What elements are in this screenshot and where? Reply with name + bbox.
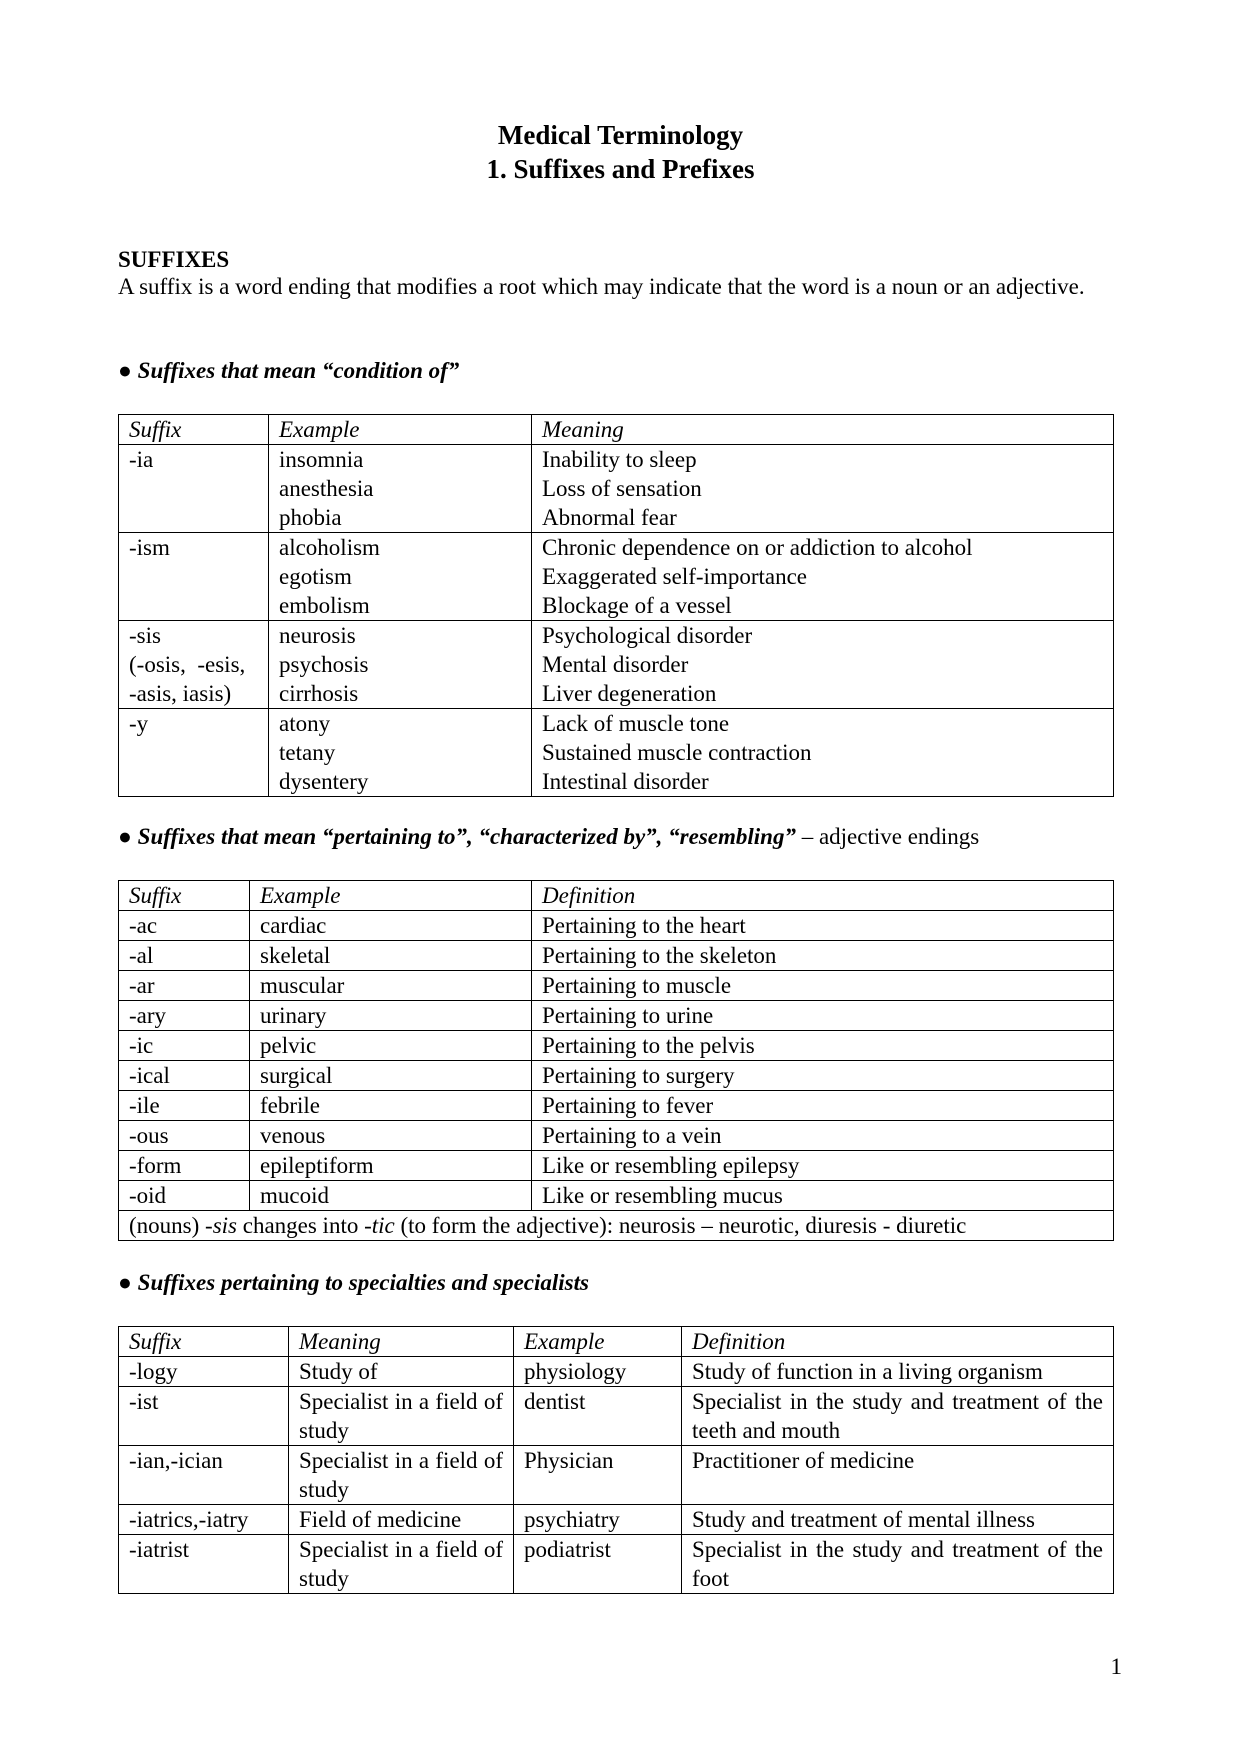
- suffix-cell: -ic: [119, 1031, 250, 1061]
- table-row: [119, 971, 1114, 1001]
- column-header: Example: [514, 1327, 682, 1357]
- table-note-row: [119, 1211, 1114, 1241]
- subheading-text: Suffixes pertaining to specialties and specialists: [137, 1270, 589, 1295]
- cell-line: Liver degeneration: [542, 681, 717, 706]
- bullet-icon: ●: [118, 824, 132, 849]
- table-row: [119, 941, 1114, 971]
- table-row: [119, 1505, 1114, 1535]
- cell-line: psychosis: [279, 652, 369, 677]
- cell-line: cirrhosis: [279, 681, 359, 706]
- cell-line: Chronic dependence on or addiction to alcohol: [542, 535, 973, 560]
- table-row: [119, 1121, 1114, 1151]
- table-row: [119, 1001, 1114, 1031]
- definition-cell: Practitioner of medicine: [682, 1446, 1114, 1505]
- suffix-cell: -ical: [119, 1061, 250, 1091]
- meaning-cell: [532, 709, 1114, 797]
- column-header: Definition: [682, 1327, 1114, 1357]
- note-term: -tic: [364, 1213, 395, 1238]
- suffix-cell: -ac: [119, 911, 250, 941]
- definition-cell: Pertaining to urine: [532, 1001, 1114, 1031]
- definition-cell: Pertaining to the skeleton: [532, 941, 1114, 971]
- definition-cell: Pertaining to surgery: [532, 1061, 1114, 1091]
- cell-line: Psychological disorder: [542, 623, 753, 648]
- title-line-2: 1. Suffixes and Prefixes: [486, 154, 755, 184]
- meaning-cell: Specialist in a field of study: [289, 1535, 514, 1594]
- note-text: (to form the adjective): neurosis – neurotic, diuresis - diuretic: [394, 1213, 967, 1238]
- table-row: [119, 709, 1114, 797]
- suffix-cell: [119, 533, 269, 621]
- intro-paragraph: A suffix is a word ending that modifies a root which may indicate that the word is a noun or an adjective.: [118, 274, 1085, 299]
- cell-line: Lack of muscle tone: [542, 711, 730, 736]
- table-header-row: [119, 881, 1114, 911]
- column-header: Example: [250, 881, 532, 911]
- cell-line: anesthesia: [279, 476, 374, 501]
- column-header: Suffix: [119, 415, 269, 445]
- cell-line: -ism: [129, 535, 170, 560]
- suffix-cell: -ist: [119, 1387, 289, 1446]
- note-term: -sis: [205, 1213, 237, 1238]
- table-specialties: [118, 1326, 1114, 1594]
- suffix-cell: -ar: [119, 971, 250, 1001]
- definition-cell: Specialist in the study and treatment of the teeth and mouth: [682, 1387, 1114, 1446]
- example-cell: dentist: [514, 1387, 682, 1446]
- example-cell: venous: [250, 1121, 532, 1151]
- table-row: [119, 911, 1114, 941]
- definition-cell: Pertaining to the pelvis: [532, 1031, 1114, 1061]
- suffix-cell: -logy: [119, 1357, 289, 1387]
- page-title: [0, 118, 1241, 186]
- definition-cell: Pertaining to the heart: [532, 911, 1114, 941]
- table-row: [119, 1446, 1114, 1505]
- cell-line: Exaggerated self-importance: [542, 564, 808, 589]
- cell-line: Mental disorder: [542, 652, 689, 677]
- meaning-cell: Field of medicine: [289, 1505, 514, 1535]
- example-cell: psychiatry: [514, 1505, 682, 1535]
- example-cell: pelvic: [250, 1031, 532, 1061]
- table-row: [119, 1151, 1114, 1181]
- suffix-cell: [119, 621, 269, 709]
- table-header-row: [119, 415, 1114, 445]
- subheading-adjective-endings: [118, 822, 979, 851]
- table-row: [119, 1091, 1114, 1121]
- definition-cell: Pertaining to a vein: [532, 1121, 1114, 1151]
- cell-line: Loss of sensation: [542, 476, 702, 501]
- cell-line: Intestinal disorder: [542, 769, 709, 794]
- suffix-cell: -ary: [119, 1001, 250, 1031]
- example-cell: [269, 621, 532, 709]
- meaning-cell: [532, 533, 1114, 621]
- example-cell: podiatrist: [514, 1535, 682, 1594]
- cell-line: -asis, iasis): [129, 681, 232, 706]
- example-cell: Physician: [514, 1446, 682, 1505]
- example-cell: epileptiform: [250, 1151, 532, 1181]
- example-cell: skeletal: [250, 941, 532, 971]
- example-cell: febrile: [250, 1091, 532, 1121]
- cell-line: egotism: [279, 564, 352, 589]
- meaning-cell: Study of: [289, 1357, 514, 1387]
- suffix-cell: [119, 445, 269, 533]
- title-line-1: Medical Terminology: [497, 120, 744, 150]
- suffix-cell: -oid: [119, 1181, 250, 1211]
- suffix-cell: -ile: [119, 1091, 250, 1121]
- example-cell: [269, 533, 532, 621]
- subheading-specialties: [118, 1268, 589, 1297]
- cell-line: alcoholism: [279, 535, 380, 560]
- table-header-row: [119, 1327, 1114, 1357]
- meaning-cell: [532, 445, 1114, 533]
- subheading-text: Suffixes that mean “condition of”: [137, 358, 460, 383]
- definition-cell: Specialist in the study and treatment of the foot: [682, 1535, 1114, 1594]
- table-row: [119, 1387, 1114, 1446]
- table-adjective-endings: [118, 880, 1114, 1241]
- column-header: Meaning: [532, 415, 1114, 445]
- page-number: 1: [1110, 1654, 1122, 1679]
- column-header: Suffix: [119, 1327, 289, 1357]
- definition-cell: Study of function in a living organism: [682, 1357, 1114, 1387]
- cell-line: Abnormal fear: [542, 505, 677, 530]
- suffix-cell: -iatrics,-iatry: [119, 1505, 289, 1535]
- cell-line: tetany: [279, 740, 336, 765]
- cell-line: (-osis, -esis,: [129, 652, 246, 677]
- example-cell: muscular: [250, 971, 532, 1001]
- note-text: changes into: [236, 1213, 365, 1238]
- suffix-cell: [119, 709, 269, 797]
- bullet-icon: ●: [118, 1270, 132, 1295]
- table-note: [119, 1211, 1114, 1241]
- suffix-cell: -ous: [119, 1121, 250, 1151]
- meaning-cell: [532, 621, 1114, 709]
- table-row: [119, 1181, 1114, 1211]
- table-condition-of: [118, 414, 1114, 797]
- cell-line: Sustained muscle contraction: [542, 740, 812, 765]
- suffix-cell: -iatrist: [119, 1535, 289, 1594]
- column-header: Example: [269, 415, 532, 445]
- cell-line: -sis: [129, 623, 161, 648]
- example-cell: [269, 709, 532, 797]
- cell-line: neurosis: [279, 623, 356, 648]
- example-cell: physiology: [514, 1357, 682, 1387]
- cell-line: Blockage of a vessel: [542, 593, 732, 618]
- note-text: (nouns): [129, 1213, 206, 1238]
- example-cell: cardiac: [250, 911, 532, 941]
- table-row: [119, 445, 1114, 533]
- cell-line: -y: [129, 711, 149, 736]
- column-header: Meaning: [289, 1327, 514, 1357]
- definition-cell: Pertaining to muscle: [532, 971, 1114, 1001]
- example-cell: urinary: [250, 1001, 532, 1031]
- meaning-cell: Specialist in a field of study: [289, 1387, 514, 1446]
- cell-line: Inability to sleep: [542, 447, 697, 472]
- definition-cell: Pertaining to fever: [532, 1091, 1114, 1121]
- example-cell: mucoid: [250, 1181, 532, 1211]
- definition-cell: Study and treatment of mental illness: [682, 1505, 1114, 1535]
- subheading-tail: – adjective endings: [795, 824, 980, 849]
- definition-cell: Like or resembling epilepsy: [532, 1151, 1114, 1181]
- example-cell: [269, 445, 532, 533]
- definition-cell: Like or resembling mucus: [532, 1181, 1114, 1211]
- meaning-cell: Specialist in a field of study: [289, 1446, 514, 1505]
- cell-line: embolism: [279, 593, 370, 618]
- cell-line: -ia: [129, 447, 154, 472]
- example-cell: surgical: [250, 1061, 532, 1091]
- suffix-cell: -ian,-ician: [119, 1446, 289, 1505]
- table-row: [119, 621, 1114, 709]
- table-row: [119, 1061, 1114, 1091]
- bullet-icon: ●: [118, 358, 132, 383]
- section-heading: SUFFIXES: [118, 247, 230, 272]
- table-row: [119, 1031, 1114, 1061]
- column-header: Definition: [532, 881, 1114, 911]
- cell-line: dysentery: [279, 769, 369, 794]
- subheading-condition-of: [118, 356, 459, 385]
- table-row: [119, 1535, 1114, 1594]
- suffix-cell: -form: [119, 1151, 250, 1181]
- table-row: [119, 533, 1114, 621]
- table-row: [119, 1357, 1114, 1387]
- subheading-text: Suffixes that mean “pertaining to”, “characterized by”, “resembling”: [137, 824, 796, 849]
- cell-line: atony: [279, 711, 331, 736]
- cell-line: phobia: [279, 505, 342, 530]
- suffix-cell: -al: [119, 941, 250, 971]
- column-header: Suffix: [119, 881, 250, 911]
- cell-line: insomnia: [279, 447, 364, 472]
